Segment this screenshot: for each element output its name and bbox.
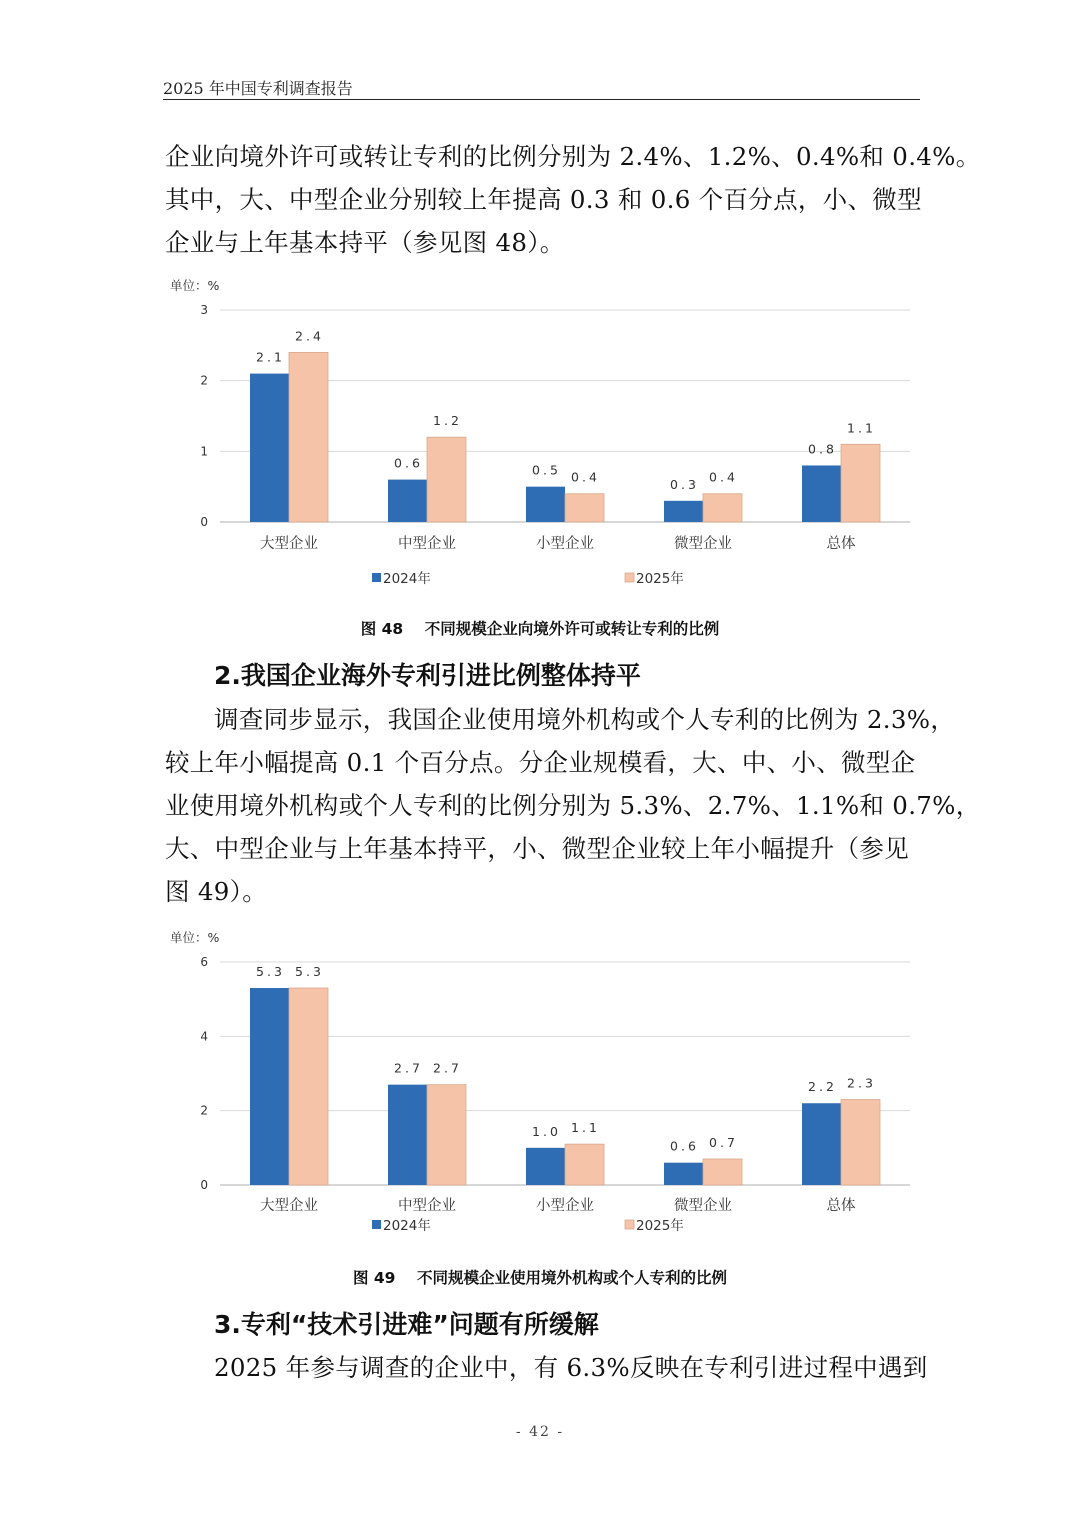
- y-tick-label: 0: [200, 515, 208, 529]
- bar-2025: [841, 444, 880, 522]
- legend-label: 2024年: [383, 1218, 431, 1234]
- bar-2025: [427, 437, 466, 522]
- data-label: 5.3: [256, 964, 285, 980]
- figure-49-caption: 图 49 不同规模企业使用境外机构或个人专利的比例: [352, 1269, 728, 1287]
- paragraph-line: 较上年小幅提高 0.1 个百分点。分企业规模看，大、中、小、微型企: [165, 748, 916, 777]
- page-header-title: 2025 年中国专利调查报告: [163, 79, 353, 98]
- bar-2025: [565, 494, 604, 522]
- paragraph-line: 调查同步显示，我国企业使用境外机构或个人专利的比例为 2.3%，: [214, 705, 956, 734]
- paragraph-line: 大、中型企业与上年基本持平，小、微型企业较上年小幅提升（参见: [165, 834, 909, 863]
- bar-2025: [289, 352, 328, 522]
- bar-2024: [388, 1085, 427, 1185]
- paragraph-line: 图 49）。: [165, 877, 268, 906]
- legend-label: 2024年: [383, 571, 431, 587]
- category-label: 总体: [826, 1198, 856, 1214]
- legend-swatch-2025: [625, 573, 634, 582]
- unit-label: 单位：%: [170, 278, 220, 293]
- bar-2025: [841, 1100, 880, 1185]
- chart-figure-49: [0, 922, 1080, 1242]
- page-number: - 42 -: [515, 1424, 565, 1440]
- chart-figure-48: [0, 270, 1080, 600]
- unit-label: 单位：%: [170, 930, 220, 945]
- bar-2024: [250, 374, 289, 522]
- bar-2024: [526, 487, 565, 522]
- category-label: 总体: [826, 536, 856, 552]
- y-tick-label: 4: [200, 1029, 208, 1044]
- category-label: 中型企业: [398, 1198, 456, 1214]
- bar-2024: [388, 480, 427, 522]
- legend-swatch-2025: [625, 1220, 634, 1229]
- data-label: 2.7: [433, 1060, 462, 1076]
- data-label: 2.7: [394, 1060, 423, 1076]
- bar-2025: [703, 1159, 742, 1185]
- data-label: 0.4: [709, 469, 738, 485]
- legend-swatch-2024: [372, 1220, 381, 1229]
- y-tick-label: 2: [200, 1103, 208, 1118]
- legend-label: 2025年: [636, 571, 684, 587]
- y-tick-label: 0: [200, 1178, 208, 1192]
- data-label: 0.6: [670, 1138, 699, 1154]
- paragraph-1: [165, 135, 981, 264]
- bar-2025: [289, 988, 328, 1185]
- section-heading-2: 2.我国企业海外专利引进比例整体持平: [214, 661, 641, 690]
- data-label: 1.1: [571, 1120, 600, 1136]
- data-label: 0.5: [532, 462, 561, 478]
- data-label: 0.4: [571, 469, 600, 485]
- data-label: 5.3: [295, 964, 324, 980]
- bar-2024: [802, 1103, 841, 1185]
- bar-2024: [526, 1148, 565, 1185]
- category-label: 大型企业: [260, 1198, 318, 1214]
- data-label: 2.2: [808, 1079, 837, 1095]
- data-label: 2.1: [256, 349, 285, 365]
- category-label: 大型企业: [260, 536, 318, 552]
- bar-2025: [427, 1085, 466, 1185]
- paragraph-3: [165, 1346, 928, 1389]
- y-tick-label: 3: [200, 303, 208, 317]
- paragraph-line: 企业与上年基本持平（参见图 48）。: [165, 228, 565, 257]
- data-label: 1.0: [532, 1123, 561, 1139]
- category-label: 小型企业: [536, 1198, 594, 1214]
- section-heading-3: 3.专利“技术引进难”问题有所缓解: [214, 1310, 599, 1339]
- data-label: 0.7: [709, 1134, 738, 1150]
- data-label: 1.1: [847, 420, 876, 436]
- legend-swatch-2024: [372, 573, 381, 582]
- data-label: 2.3: [847, 1075, 876, 1091]
- bar-2024: [664, 1163, 703, 1185]
- bar-2024: [802, 465, 841, 522]
- data-label: 0.8: [808, 441, 837, 457]
- bar-2024: [250, 988, 289, 1185]
- category-label: 微型企业: [674, 536, 732, 552]
- paragraph-line: 企业向境外许可或转让专利的比例分别为 2.4%、1.2%、0.4%和 0.4%。: [165, 142, 981, 171]
- category-label: 中型企业: [398, 536, 456, 552]
- figure-48-caption: 图 48 不同规模企业向境外许可或转让专利的比例: [360, 620, 720, 638]
- y-tick-label: 6: [200, 955, 208, 969]
- paragraph-line: 业使用境外机构或个人专利的比例分别为 5.3%、2.7%、1.1%和 0.7%，: [165, 791, 981, 820]
- data-label: 0.6: [394, 455, 423, 471]
- data-label: 2.4: [295, 328, 324, 344]
- y-tick-label: 1: [200, 444, 208, 459]
- data-label: 0.3: [670, 476, 699, 492]
- header-divider: [163, 99, 920, 100]
- y-tick-label: 2: [200, 373, 208, 388]
- bar-2025: [565, 1144, 604, 1185]
- paragraph-line: 2025 年参与调查的企业中，有 6.3%反映在专利引进过程中遇到: [214, 1353, 928, 1382]
- data-label: 1.2: [433, 413, 462, 429]
- category-label: 小型企业: [536, 536, 594, 552]
- paragraph-line: 其中，大、中型企业分别较上年提高 0.3 和 0.6 个百分点，小、微型: [165, 185, 922, 214]
- paragraph-2: [165, 698, 981, 913]
- bar-2024: [664, 501, 703, 522]
- legend-label: 2025年: [636, 1218, 684, 1234]
- bar-2025: [703, 494, 742, 522]
- category-label: 微型企业: [674, 1198, 732, 1214]
